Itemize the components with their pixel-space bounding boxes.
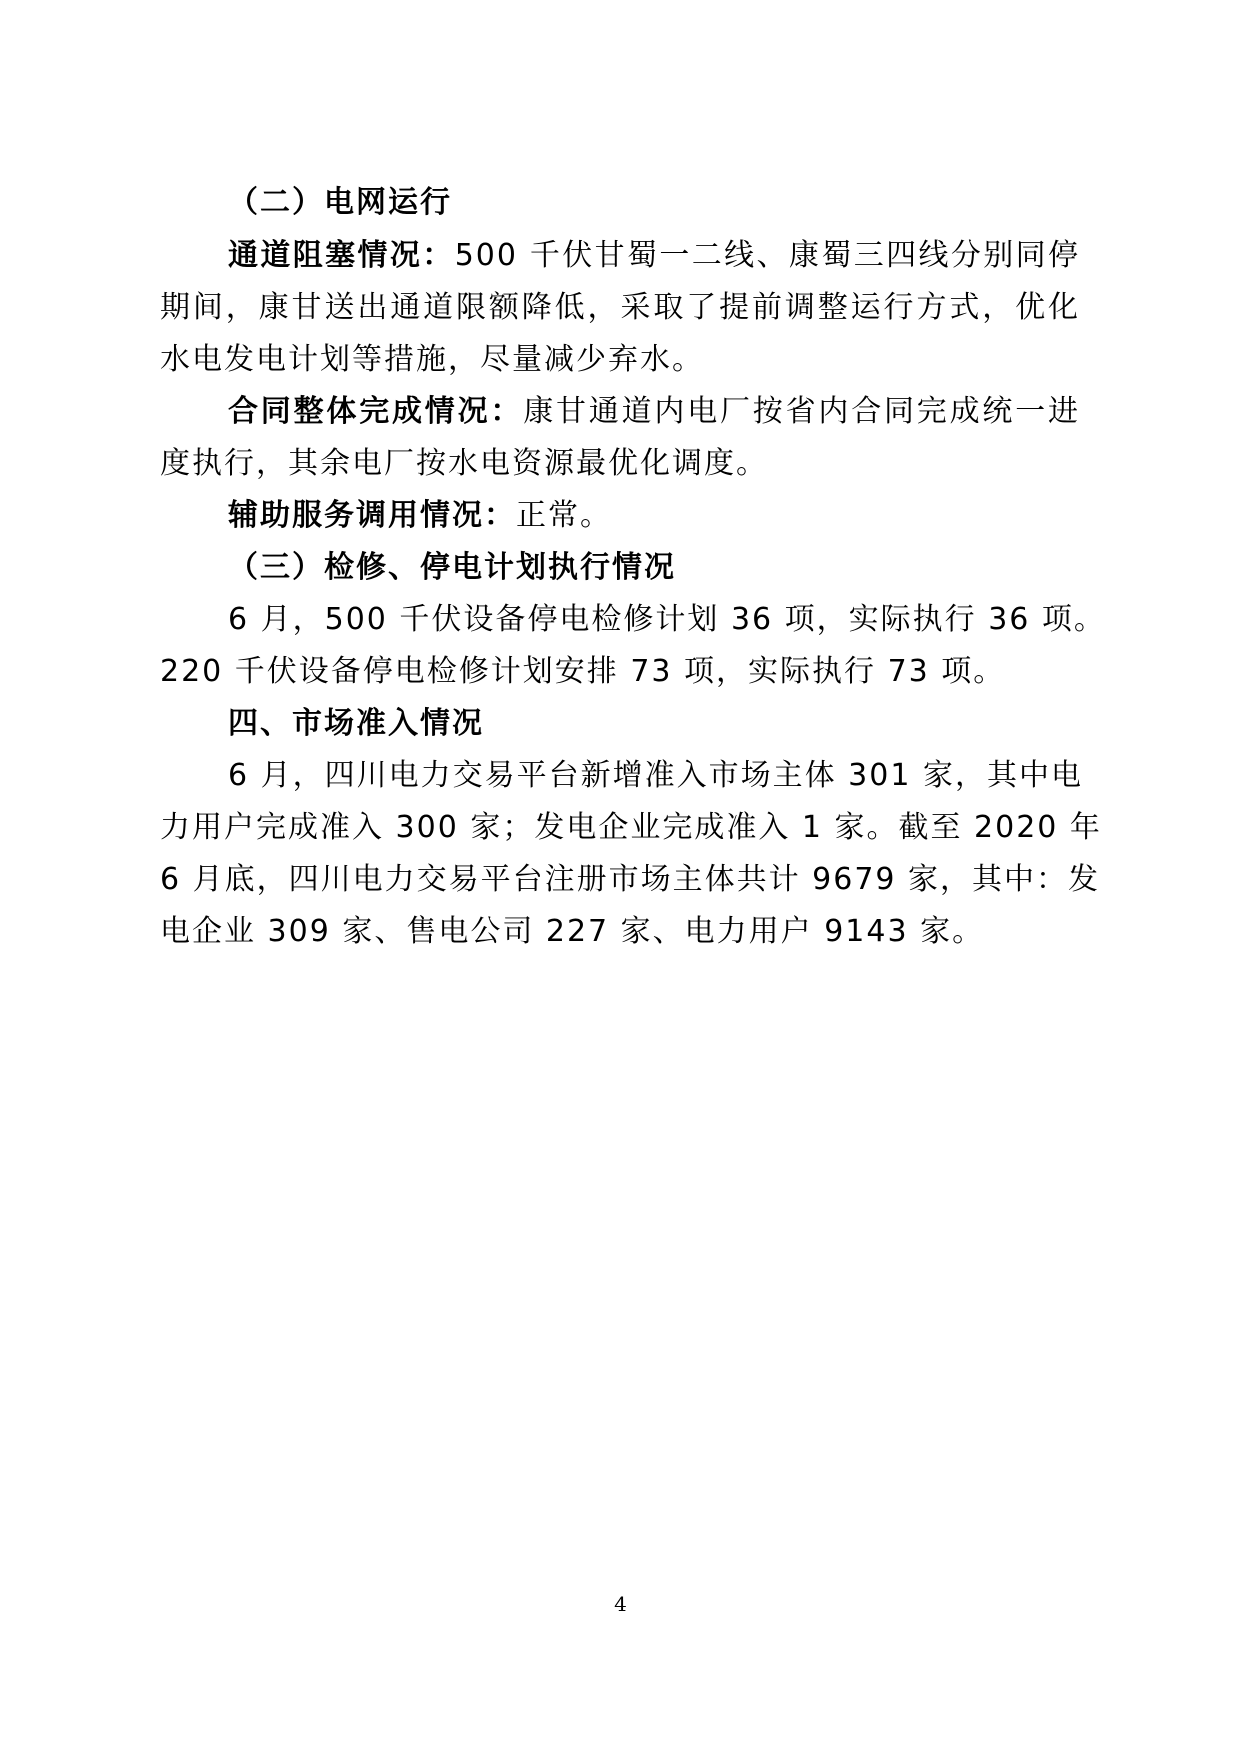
text-ancillary: 正常。 [516, 498, 612, 533]
label-contract-completion: 合同整体完成情况： [228, 394, 524, 429]
paragraph-channel-line-2: 期间，康甘送出通道限额降低，采取了提前调整运行方式，优化 [160, 290, 1080, 325]
paragraph-market-line-4: 电企业 309 家、售电公司 227 家、电力用户 9143 家。 [160, 914, 985, 949]
text-contract-1: 康甘通道内电厂按省内合同完成统一进 [523, 394, 1081, 429]
heading-market-access: 四、市场准入情况 [228, 706, 484, 741]
paragraph-market-line-3: 6 月底，四川电力交易平台注册市场主体共计 9679 家，其中：发 [160, 862, 1101, 897]
label-ancillary-service: 辅助服务调用情况： [228, 498, 516, 533]
paragraph-maintenance-line-1: 6 月，500 千伏设备停电检修计划 36 项，实际执行 36 项。 [228, 602, 1106, 637]
paragraph-contract-line-2: 度执行，其余电厂按水电资源最优化调度。 [160, 446, 768, 481]
page-number: 4 [614, 1592, 627, 1616]
paragraph-market-line-1: 6 月，四川电力交易平台新增准入市场主体 301 家，其中电 [228, 758, 1083, 793]
heading-maintenance: （三）检修、停电计划执行情况 [228, 550, 676, 585]
label-channel-congestion: 通道阻塞情况： [228, 238, 455, 273]
text-channel-1: 500 千伏甘蜀一二线、康蜀三四线分别同停 [454, 238, 1081, 273]
paragraph-contract-line-1 [228, 392, 1080, 432]
heading-grid-operation: （二）电网运行 [228, 185, 452, 220]
paragraph-channel-line-3: 水电发电计划等措施，尽量减少弃水。 [160, 342, 704, 377]
paragraph-channel-line-1 [228, 236, 1080, 276]
paragraph-maintenance-line-2: 220 千伏设备停电检修计划安排 73 项，实际执行 73 项。 [160, 654, 1006, 689]
paragraph-ancillary [228, 496, 1080, 536]
paragraph-market-line-2: 力用户完成准入 300 家；发电企业完成准入 1 家。截至 2020 年 [160, 810, 1102, 845]
